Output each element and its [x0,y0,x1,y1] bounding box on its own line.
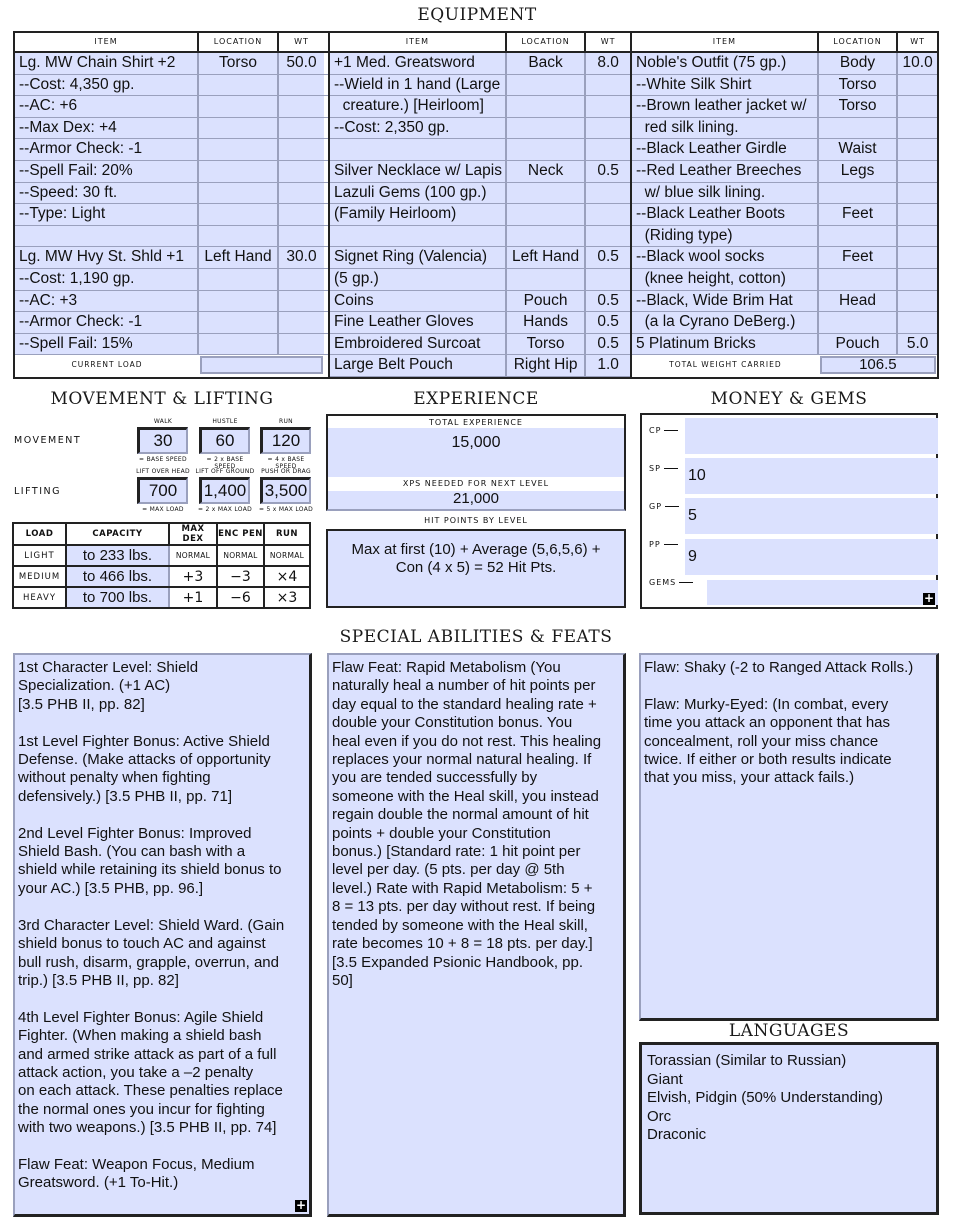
equipment-wt-field[interactable] [586,269,630,290]
lifting-label: LIFTING [14,486,61,497]
equipment-location-field[interactable] [199,226,279,247]
light-max-dex: NORMAL [169,545,217,566]
equipment-location-field[interactable] [819,118,898,139]
equipment-location-field[interactable] [199,96,279,117]
equipment-row [632,204,937,226]
equipment-wt-field[interactable]: 30.0 [279,247,324,268]
equipment-item-field[interactable]: (a la Cyrano DeBerg.) [632,312,819,333]
next-level-field[interactable]: 21,000 [328,491,624,509]
money-box [640,413,938,609]
equipment-location-field[interactable]: Feet [819,247,898,268]
equipment-location-field[interactable]: Waist [819,139,898,160]
header-wt: WT [910,37,926,46]
equipment-row [15,226,328,248]
header-wt: WT [294,37,309,46]
equipment-item-field[interactable]: --Black, Wide Brim Hat [632,291,819,312]
equipment-row [15,75,328,97]
hit-points-field[interactable]: Max at first (10) + Average (5,6,5,6) + Con (4 x 5) = 52 Hit Pts. [326,529,626,608]
equipment-wt-field[interactable] [586,118,630,139]
equipment-item-field[interactable]: Large Belt Pouch [330,355,507,376]
equipment-row [15,96,328,118]
equipment-row [330,96,630,118]
equipment-location-field[interactable]: Feet [819,204,898,225]
equipment-wt-field[interactable] [586,204,630,225]
push-drag-note: = 5 x MAX LOAD [258,506,314,513]
walk-label: WALK [153,418,173,425]
equipment-item-field[interactable]: Coins [330,291,507,312]
push-drag-field[interactable]: 3,500 [260,477,311,504]
equipment-title: EQUIPMENT [417,5,537,25]
equipment-wt-field[interactable]: 0.5 [586,312,630,333]
equipment-wt-field[interactable] [279,226,324,247]
equipment-wt-field[interactable] [898,291,937,312]
equipment-column-2 [328,33,630,377]
equipment-location-field[interactable]: Right Hip [507,355,586,376]
equipment-row [632,269,937,291]
equipment-item-field[interactable]: --Armor Check: -1 [15,312,199,333]
equipment-wt-field[interactable] [279,312,324,333]
heavy-enc-pen: −6 [217,587,264,608]
header-item: ITEM [15,33,199,51]
hit-points-label: HIT POINTS BY LEVEL [326,514,626,528]
equipment-item-field[interactable]: --AC: +6 [15,96,199,117]
feats-column-2[interactable]: Flaw Feat: Rapid Metabolism (You naturally heal a number of hit points per day equal to the standard healing rate + double your Constitution bonus. You heal even if you do not rest. This healing replaces your normal natural healing. If you are tended successfully by someone with the Heal skill, you instead regain double the normal amount of hit points + double your Constitution bonus.) [Standard rate: 1 hit point per level per day. (5 pts. per day @ 5th level.) Rate with Rapid Metabolism: 5 + 8 = 13 pts. per day without rest. If being tended by someone with the Heal skill, rate becomes 10 + 8 = 18 pts. per day.] [3.5 Expanded Psionic Handbook, pp. 50] [327,653,626,1217]
equipment-wt-field[interactable] [898,226,937,247]
equipment-location-field[interactable] [507,269,586,290]
lift-over-head-field[interactable]: 700 [137,477,188,504]
equipment-item-field[interactable]: Silver Necklace w/ Lapis [330,161,507,182]
equipment-item-field[interactable]: --Red Leather Breeches [632,161,819,182]
heavy-run: ×3 [264,587,310,608]
equipment-location-field[interactable]: Left Hand [199,247,279,268]
equipment-wt-field[interactable] [898,312,937,333]
equipment-row [632,118,937,140]
equipment-wt-field[interactable] [898,161,937,182]
equipment-location-field[interactable] [199,269,279,290]
header-location: LOCATION [819,33,898,51]
equipment-wt-field[interactable] [898,118,937,139]
equipment-item-field[interactable]: (Family Heirloom) [330,204,507,225]
equipment-item-field[interactable]: --Cost: 4,350 gp. [15,75,199,96]
lift-over-head-note: = MAX LOAD [142,506,184,513]
experience-box [326,414,626,511]
equipment-row [330,183,630,205]
equipment-location-field[interactable]: Hands [507,312,586,333]
equipment-location-field[interactable] [199,183,279,204]
equipment-item-field[interactable]: creature.) [Heirloom] [330,96,507,117]
feats-column-3[interactable]: Flaw: Shaky (-2 to Ranged Attack Rolls.) Flaw: Murky-Eyed: (In combat, every time you attack an opponent that has concealment, roll your miss chance twice. If either or both results indicate that you miss, your attack fails.) [639,653,939,1021]
equipment-wt-field[interactable] [898,139,937,160]
equipment-location-field[interactable] [199,291,279,312]
languages-title: LANGUAGES [728,1021,850,1041]
equipment-row [632,247,937,269]
equipment-location-field[interactable]: Torso [819,75,898,96]
equipment-item-field[interactable]: Noble's Outfit (75 gp.) [632,53,819,74]
gems-field[interactable] [707,580,938,605]
equipment-item-field[interactable]: --Max Dex: +4 [15,118,199,139]
experience-title: EXPERIENCE [413,389,539,409]
equipment-item-field[interactable]: --Brown leather jacket w/ [632,96,819,117]
medium-capacity-field[interactable]: to 466 lbs. [66,566,169,587]
feats-expand-icon[interactable]: + [295,1198,307,1212]
run-speed-field[interactable]: 120 [260,427,311,454]
lift-off-ground-field[interactable]: 1,400 [199,477,250,504]
load-table [12,522,311,609]
equipment-wt-field[interactable] [279,96,324,117]
equipment-item-field[interactable]: --Type: Light [15,204,199,225]
equipment-row [330,161,630,183]
equipment-location-field[interactable]: Pouch [819,334,898,355]
equipment-row [632,291,937,313]
languages-field[interactable]: Torassian (Similar to Russian) Giant Elvish, Pidgin (50% Understanding) Orc Draconic [639,1042,939,1215]
current-load-label: CURRENT LOAD [71,360,143,370]
gems-label: GEMS [649,578,693,587]
equipment-location-field[interactable]: Torso [507,334,586,355]
run-label: RUN [279,418,293,425]
equipment-item-field[interactable]: (Riding type) [632,226,819,247]
equipment-wt-field[interactable] [279,161,324,182]
equipment-wt-field[interactable]: 0.5 [586,334,630,355]
equipment-item-field[interactable]: +1 Med. Greatsword [330,53,507,74]
equipment-wt-field[interactable] [586,139,630,160]
equipment-row [330,139,630,161]
equipment-location-field[interactable] [199,118,279,139]
total-experience-label: TOTAL EXPERIENCE [328,416,624,428]
equipment-item-field[interactable] [15,226,199,247]
lift-off-ground-label: LIFT OFF GROUND [195,468,255,475]
equipment-row [15,204,328,226]
equipment-wt-field[interactable] [898,269,937,290]
equipment-location-field[interactable]: Legs [819,161,898,182]
medium-run: ×4 [264,566,310,587]
equipment-row [15,139,328,161]
equipment-row [632,312,937,334]
header-item: ITEM [632,33,819,51]
header-run: RUN [264,523,310,545]
equipment-row [15,183,328,205]
load-row-light [13,545,310,566]
header-enc-pen: ENC PEN [217,523,264,545]
equipment-item-field[interactable]: --Black Leather Girdle [632,139,819,160]
equipment-row [15,247,328,269]
header-load: LOAD [13,523,66,545]
equipment-location-field[interactable] [507,183,586,204]
equipment-item-field[interactable]: --Black wool socks [632,247,819,268]
equipment-location-field[interactable]: Head [819,291,898,312]
equipment-location-field[interactable] [199,204,279,225]
light-capacity-field[interactable]: to 233 lbs. [66,545,169,566]
equipment-row [632,183,937,205]
equipment-wt-field[interactable]: 5.0 [898,334,937,355]
next-level-label: XPS NEEDED FOR NEXT LEVEL [328,477,624,491]
header-wt: WT [600,37,616,46]
header-location: LOCATION [507,33,586,51]
equipment-item-field[interactable]: Lazuli Gems (100 gp.) [330,183,507,204]
equipment-item-field[interactable]: --Spell Fail: 15% [15,334,199,355]
equipment-item-field[interactable] [330,226,507,247]
equipment-wt-field[interactable] [898,96,937,117]
equipment-location-field[interactable] [507,204,586,225]
equipment-wt-field[interactable] [279,75,324,96]
equipment-row [330,226,630,248]
equipment-item-field[interactable]: --Cost: 1,190 gp. [15,269,199,290]
equipment-wt-field[interactable]: 1.0 [586,355,630,376]
equipment-column-3 [630,33,937,377]
heavy-capacity-field[interactable]: to 700 lbs. [66,587,169,608]
equipment-item-field[interactable]: --Spell Fail: 20% [15,161,199,182]
equipment-item-field[interactable]: --Armor Check: -1 [15,139,199,160]
header-item: ITEM [330,33,507,51]
pp-field[interactable]: 9 [685,539,938,575]
load-heavy-label: HEAVY [13,587,66,608]
total-weight-field[interactable]: 106.5 [820,356,936,374]
feats-title: SPECIAL ABILITIES & FEATS [339,627,613,647]
movement-title: MOVEMENT & LIFTING [50,389,274,409]
feats-column-1[interactable]: 1st Character Level: Shield Specialization. (+1 AC) [3.5 PHB II, pp. 82] 1st Level Fighter Bonus: Active Shield Defense. (Make attacks of opportunity without penalty when fighting defensively.) [3.5 PHB II, pp. 71] 2nd Level Fighter Bonus: Improved Shield Bash. (You can bash with a shield while retaining its shield bonus to your AC.) [3.5 PHB, pp. 96.] 3rd Character Level: Shield Ward. (Gain shield bonus to touch AC and against bull rush, disarm, grapple, overrun, and trip.) [3.5 PHB II, pp. 82] 4th Level Fighter Bonus: Agile Shield Fighter. (When making a shield bash and armed strike attack as part of a full attack action, you take a –2 penalty on each attack. These penalties replace the normal ones you incur for fighting with two weapons.) [3.5 PHB II, pp. 74] Flaw Feat: Weapon Focus, Medium Greatsword. (+1 To-Hit.) [13,653,312,1217]
equipment-column-1 [15,33,328,377]
load-row-medium [13,566,310,587]
equipment-item-field[interactable]: Lg. MW Chain Shirt +2 [15,53,199,74]
equipment-location-field[interactable] [199,312,279,333]
equipment-row [330,75,630,97]
equipment-location-field[interactable] [819,269,898,290]
equipment-row [632,226,937,248]
load-light-label: LIGHT [13,545,66,566]
equipment-wt-field[interactable] [586,183,630,204]
lift-off-ground-note: = 2 x MAX LOAD [197,506,253,513]
equipment-row [330,269,630,291]
equipment-location-field[interactable] [819,226,898,247]
equipment-item-field[interactable]: w/ blue silk lining. [632,183,819,204]
lift-over-head-label: LIFT OVER HEAD [136,468,190,475]
equipment-row [15,334,328,356]
header-location: LOCATION [199,33,279,51]
hustle-note: = 2 x BASE SPEED [206,456,244,470]
equipment-wt-field[interactable]: 0.5 [586,161,630,182]
heavy-max-dex: +1 [169,587,217,608]
pp-label: PP [649,540,678,549]
equipment-location-field[interactable] [507,75,586,96]
equipment-wt-field[interactable] [279,139,324,160]
equipment-location-field[interactable] [199,75,279,96]
equipment-row [330,53,630,75]
current-load-field[interactable] [200,356,323,374]
equipment-row [330,291,630,313]
equipment-wt-field[interactable] [586,96,630,117]
equipment-row [632,334,937,356]
equipment-row [330,247,630,269]
equipment-row [15,161,328,183]
equipment-location-field[interactable]: Left Hand [507,247,586,268]
equipment-wt-field[interactable] [279,183,324,204]
equipment-item-field[interactable] [330,139,507,160]
equipment-table [13,31,939,379]
equipment-location-field[interactable]: Back [507,53,586,74]
equipment-row [632,96,937,118]
total-weight-label: TOTAL WEIGHT CARRIED [669,360,782,370]
load-table-header [13,523,310,545]
equipment-wt-field[interactable] [898,204,937,225]
gems-expand-icon[interactable]: + [923,591,935,605]
equipment-location-field[interactable]: Body [819,53,898,74]
equipment-location-field[interactable] [819,312,898,333]
equipment-item-field[interactable]: red silk lining. [632,118,819,139]
equipment-wt-field[interactable] [279,291,324,312]
total-experience-field[interactable]: 15,000 [328,428,624,477]
light-enc-pen: NORMAL [217,545,264,566]
equipment-wt-field[interactable]: 0.5 [586,247,630,268]
light-run: NORMAL [264,545,310,566]
equipment-wt-field[interactable] [898,75,937,96]
total-weight-row [632,355,937,375]
equipment-row [330,334,630,356]
medium-max-dex: +3 [169,566,217,587]
equipment-location-field[interactable] [199,334,279,355]
equipment-item-field[interactable]: (knee height, cotton) [632,269,819,290]
header-max-dex: MAX DEX [169,523,217,545]
equipment-row [15,312,328,334]
equipment-row [15,269,328,291]
equipment-wt-field[interactable] [279,269,324,290]
equipment-location-field[interactable] [819,183,898,204]
equipment-item-field[interactable]: --Black Leather Boots [632,204,819,225]
push-drag-label: PUSH OR DRAG [261,468,311,475]
hustle-label: HUSTLE [212,418,238,425]
movement-label: MOVEMENT [14,435,82,446]
equipment-row [632,53,937,75]
equipment-row [330,355,630,377]
equipment-row [15,53,328,75]
equipment-location-field[interactable]: Torso [199,53,279,74]
medium-enc-pen: −3 [217,566,264,587]
equipment-location-field[interactable]: Torso [819,96,898,117]
equipment-wt-field[interactable] [279,334,324,355]
current-load-row [15,355,328,375]
equipment-item-field[interactable]: Signet Ring (Valencia) [330,247,507,268]
walk-note: = BASE SPEED [139,456,187,463]
equipment-location-field[interactable] [199,161,279,182]
equipment-item-field[interactable]: --Wield in 1 hand (Large [330,75,507,96]
equipment-item-field[interactable]: Fine Leather Gloves [330,312,507,333]
equipment-wt-field[interactable] [898,247,937,268]
equipment-row [15,291,328,313]
equipment-row [632,139,937,161]
equipment-wt-field[interactable] [279,204,324,225]
equipment-row [15,118,328,140]
equipment-location-field[interactable] [507,118,586,139]
equipment-item-field[interactable]: --Cost: 2,350 gp. [330,118,507,139]
equipment-wt-field[interactable]: 8.0 [586,53,630,74]
equipment-wt-field[interactable] [586,75,630,96]
equipment-location-field[interactable] [507,139,586,160]
load-row-heavy [13,587,310,608]
equipment-wt-field[interactable] [279,118,324,139]
equipment-item-field[interactable]: --AC: +3 [15,291,199,312]
equipment-item-field[interactable]: --Speed: 30 ft. [15,183,199,204]
equipment-row [632,161,937,183]
equipment-location-field[interactable]: Pouch [507,291,586,312]
equipment-wt-field[interactable]: 10.0 [898,53,937,74]
walk-speed-field[interactable]: 30 [137,427,188,454]
equipment-location-field[interactable]: Neck [507,161,586,182]
gp-field[interactable]: 5 [685,498,938,534]
equipment-row [330,312,630,334]
gp-label: GP [649,502,679,511]
hustle-speed-field[interactable]: 60 [199,427,250,454]
sp-field[interactable]: 10 [685,458,938,494]
equipment-row [632,75,937,97]
money-title: MONEY & GEMS [710,389,868,409]
load-medium-label: MEDIUM [13,566,66,587]
cp-field[interactable] [685,418,938,454]
equipment-wt-field[interactable] [586,226,630,247]
equipment-location-field[interactable] [507,226,586,247]
equipment-item-field[interactable]: (5 gp.) [330,269,507,290]
equipment-wt-field[interactable]: 50.0 [279,53,324,74]
equipment-item-field[interactable]: --White Silk Shirt [632,75,819,96]
equipment-wt-field[interactable]: 0.5 [586,291,630,312]
equipment-row [330,204,630,226]
equipment-item-field[interactable]: Embroidered Surcoat [330,334,507,355]
header-capacity: CAPACITY [66,523,169,545]
equipment-wt-field[interactable] [898,183,937,204]
run-note: = 4 x BASE SPEED [267,456,305,470]
equipment-item-field[interactable]: 5 Platinum Bricks [632,334,819,355]
equipment-location-field[interactable] [507,96,586,117]
equipment-row [330,118,630,140]
equipment-item-field[interactable]: Lg. MW Hvy St. Shld +1 [15,247,199,268]
equipment-location-field[interactable] [199,139,279,160]
sp-label: SP [649,464,678,473]
cp-label: CP [649,426,678,435]
